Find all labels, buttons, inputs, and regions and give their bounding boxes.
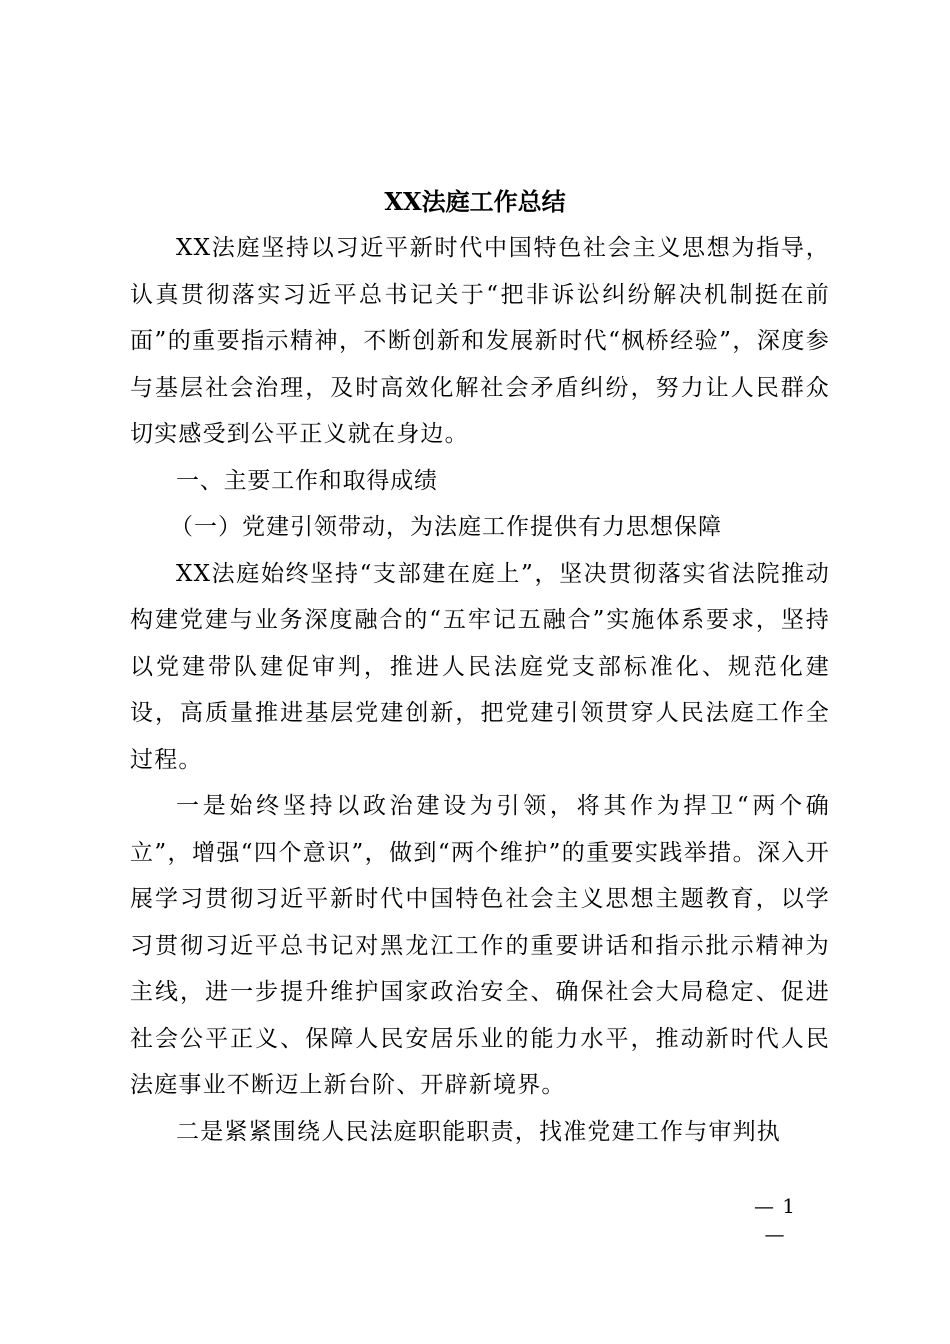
body-paragraph-2: 一是始终坚持以政治建设为引领，将其作为捍卫“两个确立”，增强“四个意识”，做到“两个维护”的重要实践举措。深入开展学习贯彻习近平新时代中国特色社会主义思想主题教育，以学习贯彻习近平总书记对黑龙江工作的重要讲话和指示批示精神为主线，进一步提升维护国家政治安全、确保社会大局稳定、促进社会公平正义、保障人民安居乐业的能力水平，推动新时代人民法庭事业不断迈上新台阶、开辟新境界。 [130, 793, 830, 1098]
body-paragraph-1: XX法庭始终坚持“支部建在庭上”，坚决贯彻落实省法院推动构建党建与业务深度融合的“五牢记五融合”实施体系要求，坚持以党建带队建促审判，推进人民法庭党支部标准化、规范化建设，高质量推进基层党建创新，把党建引领贯穿人民法庭工作全过程。 [130, 560, 830, 773]
intro-paragraph: XX法庭坚持以习近平新时代中国特色社会主义思想为指导，认真贯彻落实习近平总书记关于“把非诉讼纠纷解决机制挺在前面”的重要指示精神，不断创新和发展新时代“枫桥经验”，深度参与基层社会治理，及时高效化解社会矛盾纠纷，努力让人民群众切实感受到公平正义就在身边。 [130, 235, 830, 447]
section-heading-1: 一、主要工作和取得成绩 [176, 467, 438, 494]
body-paragraph-3: 二是紧紧围绕人民法庭职能职责，找准党建工作与审判执 [176, 1118, 781, 1145]
page-number: — 1 — [753, 1194, 797, 1246]
subsection-heading-1: （一）党建引领带动，为法庭工作提供有力思想保障 [170, 514, 722, 540]
document-title: XX法庭工作总结 [384, 187, 566, 216]
document-body [130, 225, 830, 1155]
